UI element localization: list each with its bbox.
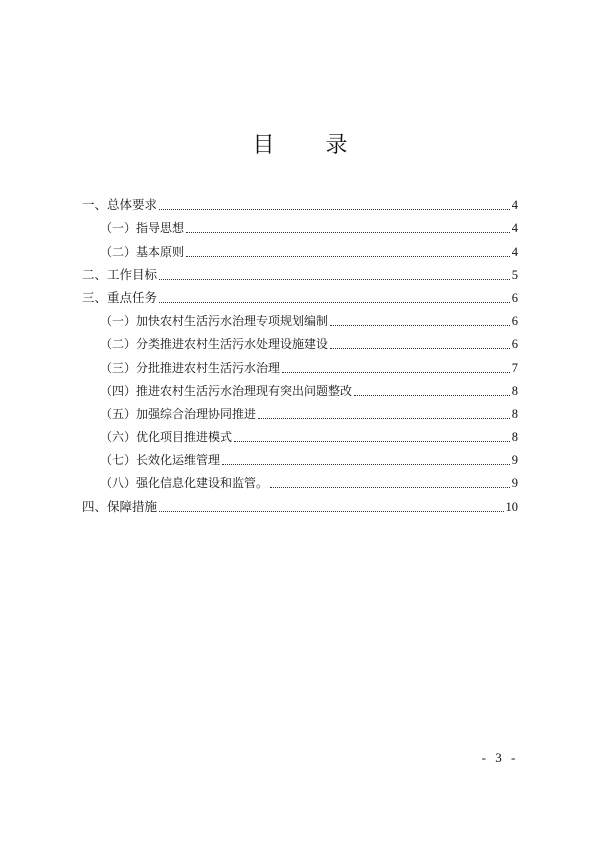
- toc-entry[interactable]: [82, 213, 518, 236]
- toc-leader-dots: [258, 418, 510, 419]
- toc-entry-page: 6: [511, 314, 518, 329]
- toc-leader-dots: [159, 511, 503, 512]
- toc-entry[interactable]: [82, 445, 518, 468]
- toc-entry[interactable]: [82, 283, 518, 306]
- toc-leader-dots: [159, 279, 510, 280]
- toc-leader-dots: [159, 209, 510, 210]
- toc-entry[interactable]: [82, 260, 518, 283]
- toc-leader-dots: [222, 464, 510, 465]
- toc-entry[interactable]: [82, 306, 518, 329]
- toc-entry[interactable]: [82, 376, 518, 399]
- toc-entry-page: 6: [511, 290, 518, 305]
- toc-entry-label: （二）基本原则: [100, 244, 185, 259]
- toc-entry[interactable]: [82, 352, 518, 375]
- toc-leader-dots: [330, 348, 510, 349]
- toc-entry-label: （七）长效化运维管理: [100, 453, 221, 468]
- toc-entry[interactable]: [82, 399, 518, 422]
- toc-entry-page: 9: [511, 476, 518, 491]
- toc-leader-dots: [186, 256, 510, 257]
- toc-leader-dots: [234, 441, 510, 442]
- toc-leader-dots: [159, 302, 510, 303]
- toc-entry-page: 9: [511, 453, 518, 468]
- page-title: 目 录: [252, 133, 370, 158]
- toc-entry-page: 4: [511, 198, 518, 213]
- toc-entry-page: 10: [505, 499, 518, 514]
- toc-entry-page: 7: [511, 360, 518, 375]
- toc-entry-label: 一、总体要求: [82, 197, 158, 213]
- toc-entry-label: （八）强化信息化建设和监管。: [100, 476, 269, 491]
- toc-leader-dots: [330, 325, 510, 326]
- toc-leader-dots: [354, 395, 510, 396]
- toc-entry-page: 6: [511, 337, 518, 352]
- toc-entry-page: 5: [511, 267, 518, 282]
- toc-entry-label: （二）分类推进农村生活污水处理设施建设: [100, 337, 329, 352]
- toc-entry-label: （一）指导思想: [100, 221, 185, 236]
- toc-entry[interactable]: [82, 468, 518, 491]
- toc-leader-dots: [282, 372, 510, 373]
- toc-entry[interactable]: [82, 329, 518, 352]
- page-number: - 3 -: [481, 750, 519, 765]
- toc-entry-label: 四、保障措施: [82, 498, 158, 514]
- toc-entry-page: 8: [511, 383, 518, 398]
- toc-entry-label: （五）加强综合治理协同推进: [100, 406, 257, 421]
- toc-entry[interactable]: [82, 422, 518, 445]
- toc-entry-page: 8: [511, 430, 518, 445]
- toc-entry-label: （三）分批推进农村生活污水治理: [100, 360, 281, 375]
- table-of-contents: [82, 190, 518, 515]
- toc-entry-label: 二、工作目标: [82, 266, 158, 282]
- toc-entry[interactable]: [82, 236, 518, 259]
- toc-entry-label: （一）加快农村生活污水治理专项规划编制: [100, 314, 329, 329]
- toc-entry-label: （六）优化项目推进模式: [100, 430, 233, 445]
- toc-entry-label: （四）推进农村生活污水治理现有突出问题整改: [100, 383, 353, 398]
- toc-entry[interactable]: [82, 190, 518, 213]
- toc-entry-page: 4: [511, 244, 518, 259]
- toc-entry-page: 4: [511, 221, 518, 236]
- toc-entry-label: 三、重点任务: [82, 289, 158, 305]
- toc-leader-dots: [186, 232, 510, 233]
- toc-entry[interactable]: [82, 491, 518, 514]
- toc-leader-dots: [270, 487, 510, 488]
- toc-entry-page: 8: [511, 406, 518, 421]
